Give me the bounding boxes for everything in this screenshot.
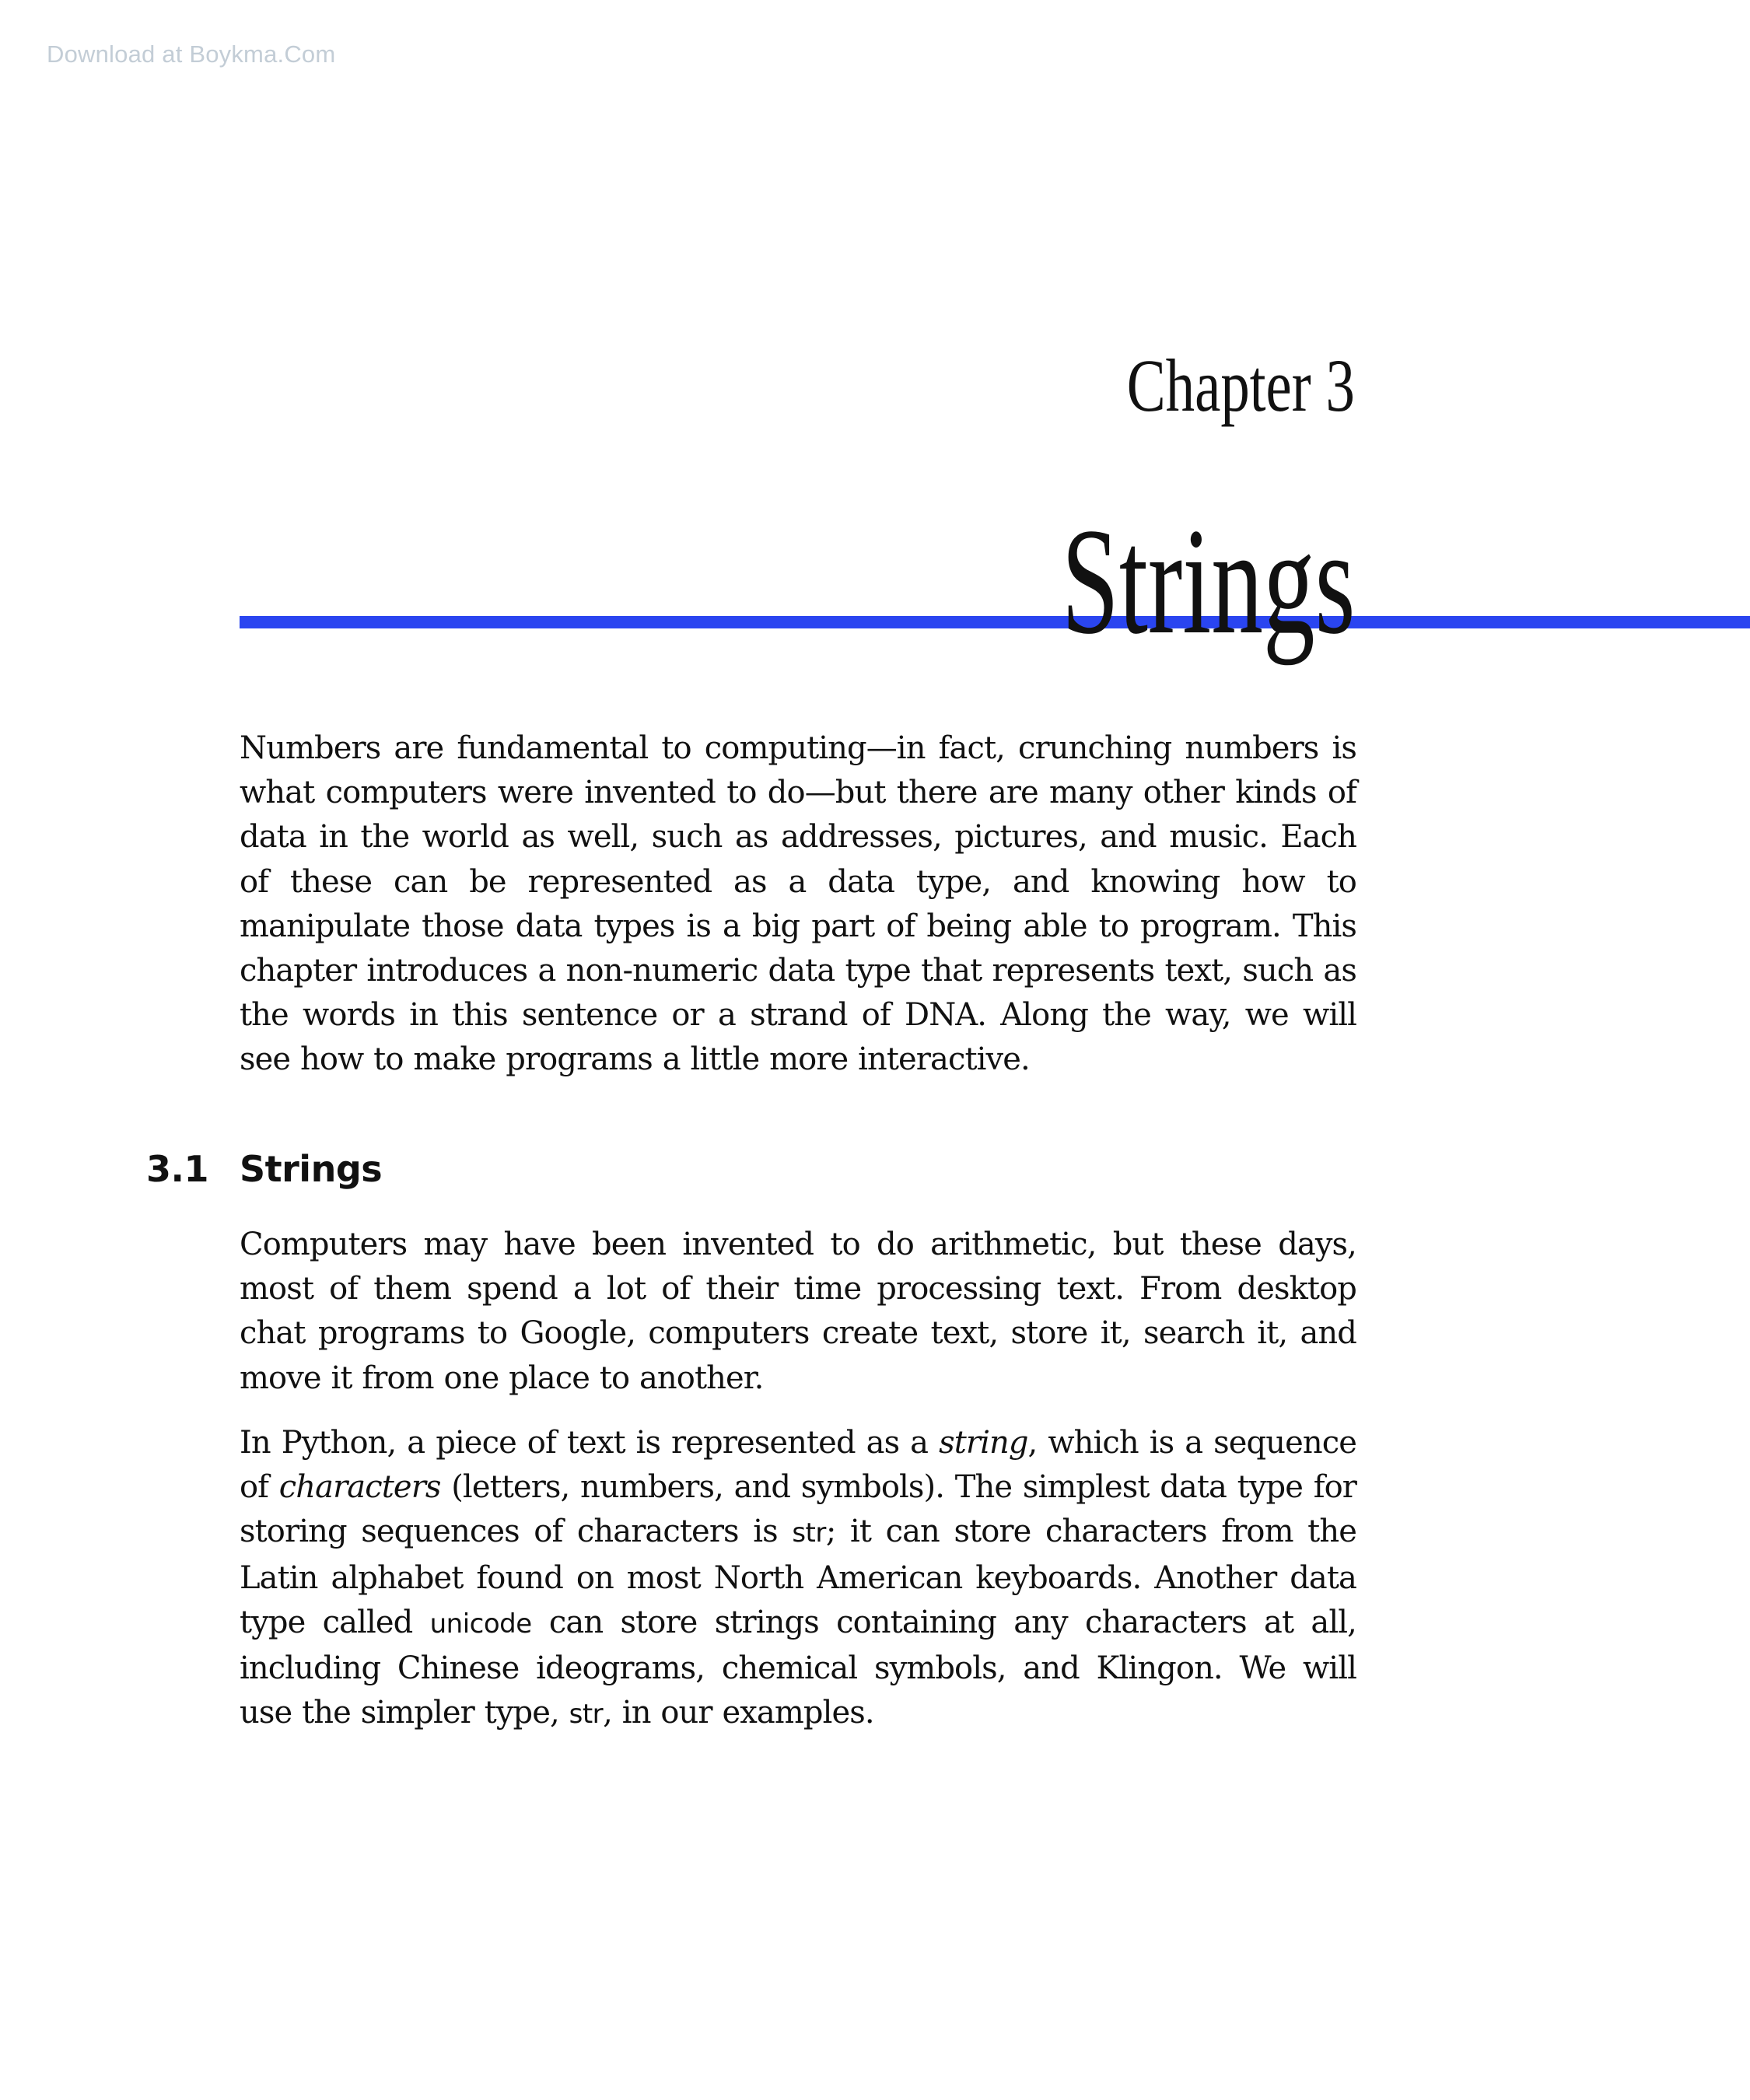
intro-paragraph: Numbers are fundamental to computing—in fact, crunching numbers is what computers were invented to do—but there are many other kinds of data in the world as well, such as addresses, pictures, and music. Each of these can be represented as a data type, and knowing how to manipulate those data types is a big part of being able to program. This chapter introduces a non-numeric data type that represents text, such as the words in this sentence or a strand of DNA. Along the way, we will see how to make programs a little more interactive.	[240, 730, 1356, 1078]
section-number: 3.1	[146, 1148, 208, 1190]
term-characters: characters	[278, 1469, 441, 1506]
text-run: , which is a sequence of	[240, 1425, 1356, 1506]
code-unicode: unicode	[429, 1608, 532, 1640]
code-str: str	[569, 1699, 604, 1731]
term-string: string	[939, 1425, 1028, 1461]
text-run: ; it can store characters from the Latin alphabet found on most North American keyboards. Another data type called	[240, 1514, 1356, 1640]
code-str: str	[792, 1517, 826, 1549]
section-paragraph-1: Computers may have been invented to do arithmetic, but these days, most of them spend a lot of their time processing text. From desktop chat programs to Google, computers create text, store it, search it, and move it from one place to another.	[240, 1227, 1356, 1396]
text-run: (letters, numbers, and symbols). The simplest data type for storing sequences of characters is	[240, 1469, 1356, 1550]
text-run: , in our examples.	[603, 1695, 874, 1731]
text-run: In Python, a piece of text is represented as a	[240, 1425, 940, 1461]
section-paragraph-2	[240, 1421, 1356, 1737]
chapter-rule	[240, 616, 1750, 628]
watermark: Download at Boykma.Com	[47, 40, 336, 68]
chapter-label: Chapter 3	[1126, 344, 1355, 427]
section-title: Strings	[240, 1148, 383, 1190]
text-run: can store strings containing any characters at all, including Chinese ideograms, chemical symbols, and Klingon. We will use the simpler type,	[240, 1604, 1356, 1731]
chapter-title: Strings	[1061, 497, 1355, 666]
